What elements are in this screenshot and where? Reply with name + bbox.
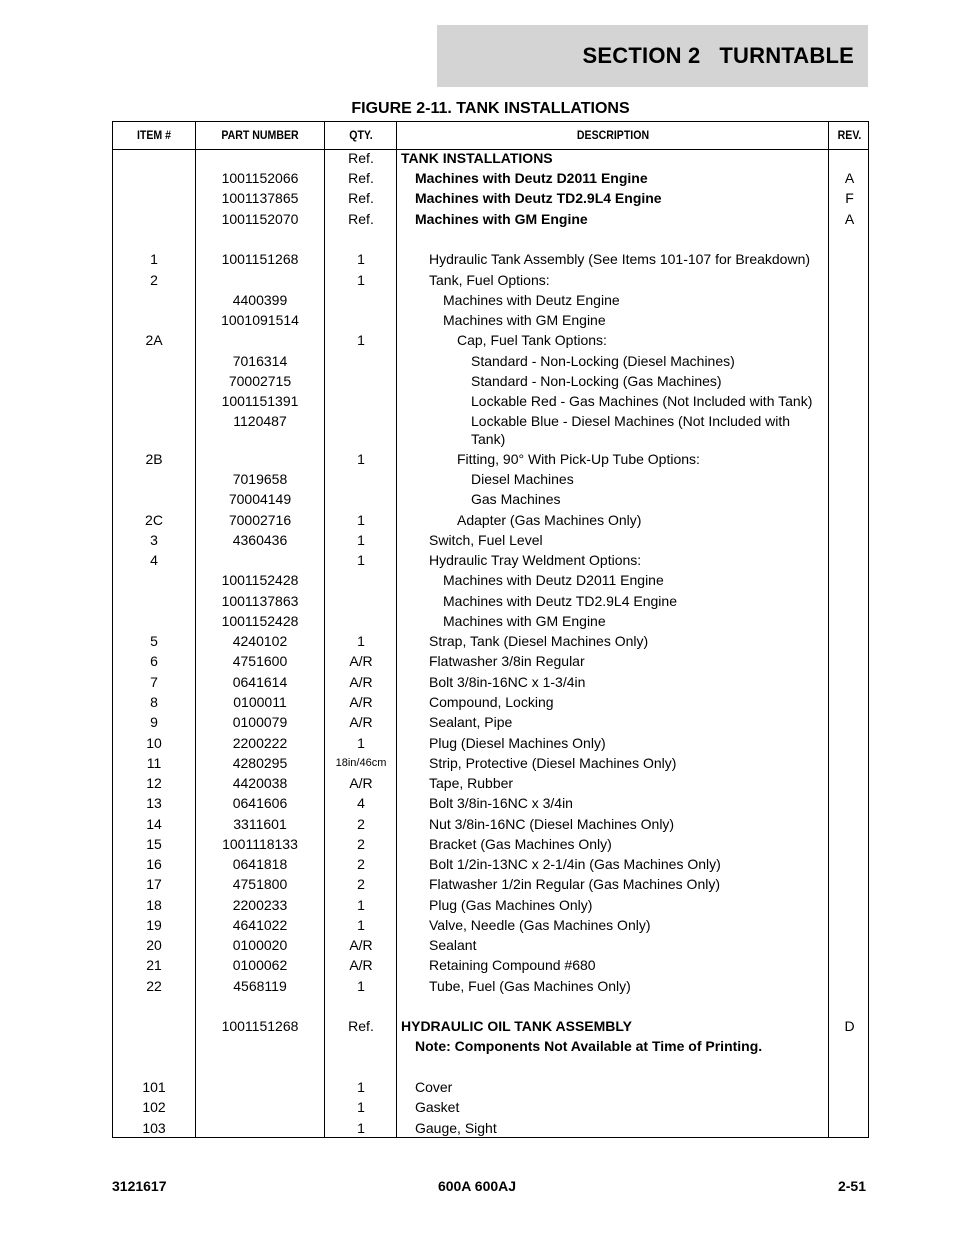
quantity-cell: Ref.: [348, 170, 374, 186]
item-number-cell: 4: [150, 552, 158, 568]
revision-cell: F: [845, 190, 854, 206]
item-number-cell: 19: [146, 917, 162, 933]
header-part-number: PART NUMBER: [221, 128, 299, 142]
part-number-cell: 7019658: [232, 471, 288, 487]
description-cell: Machines with Deutz Engine: [443, 292, 620, 308]
quantity-cell: 1: [357, 897, 365, 913]
description-cell: Plug (Gas Machines Only): [429, 897, 593, 913]
description-cell: Standard - Non-Locking (Gas Machines): [471, 373, 722, 389]
part-number-cell: 0641606: [232, 795, 288, 811]
part-number-cell: 1001152070: [221, 211, 299, 227]
quantity-cell: 1: [357, 633, 365, 649]
header-description: DESCRIPTION: [576, 128, 650, 142]
quantity-cell: 1: [357, 1079, 365, 1095]
description-cell: Fitting, 90° With Pick-Up Tube Options:: [457, 451, 700, 467]
part-number-cell: 0100079: [232, 714, 288, 730]
part-number-cell: 1001137863: [221, 593, 299, 609]
footer-doc-number: 3121617: [112, 1178, 167, 1194]
item-number-cell: 17: [146, 876, 162, 892]
part-number-cell: 70004149: [228, 491, 292, 507]
header-qty: QTY.: [349, 128, 373, 142]
quantity-cell: A/R: [349, 674, 373, 690]
description-cell: Machines with Deutz TD2.9L4 Engine: [415, 190, 662, 206]
part-number-cell: 4751600: [232, 653, 288, 669]
description-cell: Plug (Diesel Machines Only): [429, 735, 606, 751]
section-header: [437, 25, 868, 87]
quantity-cell: A/R: [349, 694, 373, 710]
column-divider: [828, 122, 829, 1137]
item-number-cell: 11: [146, 755, 162, 771]
description-cell: Flatwasher 3/8in Regular: [429, 653, 585, 669]
description-cell: Flatwasher 1/2in Regular (Gas Machines Only): [429, 876, 721, 892]
part-number-cell: 1001151391: [221, 393, 299, 409]
part-number-cell: 0100062: [232, 957, 288, 973]
header-rev: REV.: [837, 128, 862, 142]
description-cell: Gasket: [415, 1099, 460, 1115]
part-number-cell: 4400399: [232, 292, 288, 308]
quantity-cell: 1: [357, 451, 365, 467]
item-number-cell: 21: [146, 957, 162, 973]
description-cell: Machines with GM Engine: [443, 312, 606, 328]
description-cell: Valve, Needle (Gas Machines Only): [429, 917, 651, 933]
description-cell: Strip, Protective (Diesel Machines Only): [429, 755, 677, 771]
quantity-cell: 1: [357, 735, 365, 751]
revision-cell: D: [844, 1018, 855, 1034]
quantity-cell: 2: [357, 816, 365, 832]
part-number-cell: 1001151268: [221, 251, 299, 267]
item-number-cell: 101: [142, 1079, 166, 1095]
parts-table: [112, 121, 869, 1138]
part-number-cell: 4280295: [232, 755, 288, 771]
part-number-cell: 1001151268: [221, 1018, 299, 1034]
quantity-cell: A/R: [349, 714, 373, 730]
item-number-cell: 12: [146, 775, 162, 791]
description-cell: Machines with GM Engine: [415, 211, 588, 227]
quantity-cell: Ref.: [348, 211, 374, 227]
description-cell: Note: Components Not Available at Time of Printing.: [415, 1038, 763, 1054]
description-cell: Hydraulic Tank Assembly (See Items 101-107 for Breakdown): [429, 251, 811, 267]
description-cell: Bracket (Gas Machines Only): [429, 836, 612, 852]
part-number-cell: 1001118133: [222, 836, 298, 852]
part-number-cell: 1001137865: [221, 190, 299, 206]
part-number-cell: 4420038: [232, 775, 288, 791]
description-cell: Machines with GM Engine: [443, 613, 606, 629]
item-number-cell: 18: [146, 897, 162, 913]
part-number-cell: 1001152428: [221, 613, 299, 629]
part-number-cell: 0641614: [232, 674, 288, 690]
description-cell: Switch, Fuel Level: [429, 532, 543, 548]
quantity-cell: Ref.: [348, 1018, 374, 1034]
part-number-cell: 4240102: [232, 633, 288, 649]
description-cell: Standard - Non-Locking (Diesel Machines): [471, 353, 735, 369]
quantity-cell: 1: [357, 1099, 365, 1115]
item-number-cell: 20: [146, 937, 162, 953]
description-cell: Cover: [415, 1079, 453, 1095]
part-number-cell: 70002716: [228, 512, 292, 528]
description-cell: Gas Machines: [471, 491, 561, 507]
item-number-cell: 2B: [145, 451, 163, 467]
item-number-cell: 1: [150, 251, 158, 267]
part-number-cell: 1001091514: [221, 312, 299, 328]
description-cell: Tape, Rubber: [429, 775, 514, 791]
description-cell: Hydraulic Tray Weldment Options:: [429, 552, 642, 568]
part-number-cell: 4751800: [232, 876, 288, 892]
description-cell: Bolt 3/8in-16NC x 1-3/4in: [429, 674, 586, 690]
description-cell: Bolt 3/8in-16NC x 3/4in: [429, 795, 573, 811]
item-number-cell: 14: [146, 816, 162, 832]
part-number-cell: 70002715: [228, 373, 292, 389]
description-cell: Cap, Fuel Tank Options:: [457, 332, 607, 348]
item-number-cell: 22: [146, 978, 162, 994]
item-number-cell: 7: [150, 674, 158, 690]
description-cell: Adapter (Gas Machines Only): [457, 512, 642, 528]
part-number-cell: 1001152066: [221, 170, 299, 186]
part-number-cell: 4641022: [232, 917, 288, 933]
description-cell: Machines with Deutz D2011 Engine: [415, 170, 648, 186]
part-number-cell: 0100011: [233, 694, 287, 710]
quantity-cell: 1: [357, 251, 365, 267]
item-number-cell: 103: [142, 1120, 166, 1136]
item-number-cell: 16: [146, 856, 162, 872]
quantity-cell: 1: [357, 272, 365, 288]
quantity-cell: 1: [357, 532, 365, 548]
part-number-cell: 1120487: [233, 413, 287, 429]
item-number-cell: 8: [150, 694, 158, 710]
footer-model: 600A 600AJ: [437, 1178, 517, 1194]
part-number-cell: 2200222: [232, 735, 288, 751]
item-number-cell: 2A: [145, 332, 163, 348]
quantity-cell: A/R: [349, 937, 373, 953]
quantity-cell: 2: [357, 836, 365, 852]
description-cell: Retaining Compound #680: [429, 957, 596, 973]
description-cell: Compound, Locking: [429, 694, 554, 710]
description-cell: Machines with Deutz TD2.9L4 Engine: [443, 593, 677, 609]
item-number-cell: 9: [150, 714, 158, 730]
item-number-cell: 2C: [145, 512, 163, 528]
quantity-cell: A/R: [349, 775, 373, 791]
description-cell: Sealant: [429, 937, 477, 953]
figure-title: FIGURE 2-11. TANK INSTALLATIONS: [351, 100, 630, 117]
item-number-cell: 5: [150, 633, 158, 649]
part-number-cell: 1001152428: [221, 572, 299, 588]
quantity-cell: A/R: [349, 957, 373, 973]
revision-cell: A: [844, 211, 855, 227]
item-number-cell: 13: [146, 795, 162, 811]
quantity-cell: 2: [357, 856, 365, 872]
item-number-cell: 10: [146, 735, 162, 751]
description-cell: Strap, Tank (Diesel Machines Only): [429, 633, 649, 649]
description-cell: Diesel Machines: [471, 471, 574, 487]
description-cell: HYDRAULIC OIL TANK ASSEMBLY: [401, 1018, 633, 1034]
quantity-cell: 4: [357, 795, 365, 811]
quantity-cell: 1: [357, 1120, 365, 1136]
item-number-cell: 102: [142, 1099, 166, 1115]
section-title: SECTION 2 TURNTABLE: [582, 43, 854, 68]
description-cell: Bolt 1/2in-13NC x 2-1/4in (Gas Machines Only): [429, 856, 721, 872]
description-cell: Nut 3/8in-16NC (Diesel Machines Only): [429, 816, 675, 832]
quantity-cell: 1: [357, 332, 365, 348]
item-number-cell: 2: [150, 272, 158, 288]
quantity-cell: 2: [357, 876, 365, 892]
item-number-cell: 6: [150, 653, 158, 669]
quantity-cell: 1: [357, 512, 365, 528]
revision-cell: A: [844, 170, 855, 186]
part-number-cell: 3311601: [233, 816, 287, 832]
quantity-cell: 18in/46cm: [335, 757, 387, 769]
quantity-cell: 1: [357, 552, 365, 568]
quantity-cell: 1: [357, 917, 365, 933]
quantity-cell: A/R: [349, 653, 373, 669]
quantity-cell: Ref.: [348, 190, 374, 206]
header-item: ITEM #: [136, 128, 172, 142]
part-number-cell: 7016314: [232, 353, 288, 369]
description-cell: Machines with Deutz D2011 Engine: [443, 572, 664, 588]
description-cell: Lockable Blue - Diesel Machines (Not Included with Tank): [471, 413, 791, 447]
part-number-cell: 4360436: [232, 532, 288, 548]
item-number-cell: 3: [150, 532, 158, 548]
item-number-cell: 15: [146, 836, 162, 852]
description-cell: Gauge, Sight: [415, 1120, 497, 1136]
part-number-cell: 4568119: [233, 978, 287, 994]
quantity-cell: 1: [357, 978, 365, 994]
part-number-cell: 0100020: [232, 937, 288, 953]
footer-page-number: 2-51: [837, 1178, 866, 1194]
description-cell: Sealant, Pipe: [429, 714, 513, 730]
quantity-cell: Ref.: [348, 150, 374, 166]
part-number-cell: 2200233: [232, 897, 288, 913]
part-number-cell: 0641818: [232, 856, 288, 872]
description-cell: Tank, Fuel Options:: [429, 272, 550, 288]
description-cell: TANK INSTALLATIONS: [401, 150, 553, 166]
description-cell: Lockable Red - Gas Machines (Not Included with Tank): [471, 393, 813, 409]
description-cell: Tube, Fuel (Gas Machines Only): [429, 978, 631, 994]
